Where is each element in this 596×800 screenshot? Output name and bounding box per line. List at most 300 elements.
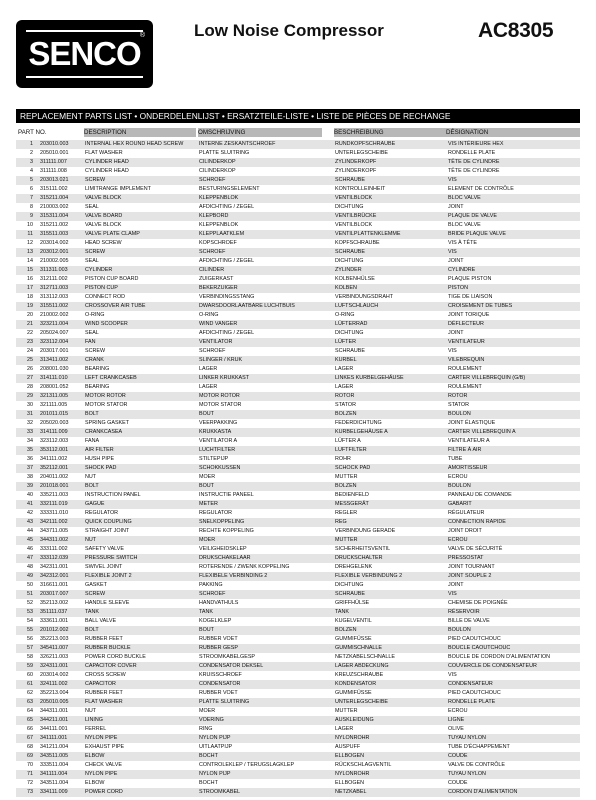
table-row <box>16 194 580 203</box>
beschreibung-cell: BEDIENFELD <box>335 492 369 498</box>
omschrijving-cell: SNELKOPPELING <box>197 518 333 527</box>
part-number-cell: 201011.015 <box>38 410 83 419</box>
part-number-cell: 333111.002 <box>40 546 68 552</box>
item-number-cell: 59 <box>16 662 38 671</box>
item-number-cell: 48 <box>27 564 33 570</box>
item-number-cell: 36 <box>27 456 33 462</box>
table-row <box>16 203 580 212</box>
designation-cell: JOINT TOURNANT <box>448 564 495 570</box>
table-row <box>16 743 580 752</box>
beschreibung-cell: ZYLINDER <box>333 266 446 275</box>
beschreibung-cell: SCHRAUBE <box>333 248 446 257</box>
part-number-cell: 313112.003 <box>40 294 69 300</box>
omschrijving-cell: FLEXIBELE VERBINDING 2 <box>197 572 333 581</box>
description-cell: SCREW <box>83 176 197 185</box>
part-number-cell: 344311.002 <box>38 536 83 545</box>
description-cell: SWIVEL JOINT <box>85 564 123 570</box>
description-cell: SEAL <box>85 204 99 210</box>
table-row <box>16 716 580 725</box>
designation-cell: JOINT <box>448 582 464 588</box>
designation-cell: RONDELLE PLATE <box>446 698 580 707</box>
beschreibung-cell: AUSPUFF <box>335 744 361 750</box>
description-cell: FLAT WASHER <box>83 698 197 707</box>
table-row <box>16 617 580 626</box>
beschreibung-cell: SCHRAUBE <box>333 176 446 185</box>
designation-cell: GABARIT <box>446 500 580 509</box>
item-number-cell: 13 <box>16 248 38 257</box>
item-number-cell: 38 <box>27 474 33 480</box>
designation-cell: JOINT TORIQUE <box>448 312 490 318</box>
beschreibung-cell: LAGER <box>335 384 354 390</box>
beschreibung-cell: KOLBENHÜLSE <box>335 276 375 282</box>
beschreibung-cell: UNTERLEGSCHEIBE <box>333 698 446 707</box>
designation-cell: ELEMENT DE CONTRÔLE <box>448 186 514 192</box>
omschrijving-cell: SCHROEF <box>197 590 333 599</box>
table-row <box>16 140 580 149</box>
item-number-cell: 1 <box>16 140 38 149</box>
designation-cell: VIS <box>446 248 580 257</box>
table-row <box>16 680 580 689</box>
omschrijving-cell: CONDENSATOR DEKSEL <box>197 662 333 671</box>
description-cell: QUICK COUPLING <box>83 518 197 527</box>
item-number-cell: 8 <box>30 204 33 210</box>
table-row <box>16 320 580 329</box>
item-number-cell: 23 <box>16 338 38 347</box>
table-row <box>16 536 580 545</box>
item-number-cell: 10 <box>27 222 33 228</box>
beschreibung-cell: RÜCKSCHLAGVENTIL <box>335 762 392 768</box>
product-title: Low Noise Compressor <box>194 21 384 40</box>
table-row <box>16 338 580 347</box>
part-number-cell: 208001.052 <box>40 384 69 390</box>
item-number-cell: 34 <box>27 438 33 444</box>
description-cell: FAN <box>83 338 197 347</box>
omschrijving-cell: CONDENSATOR <box>197 680 333 689</box>
table-row <box>16 392 580 401</box>
item-number-cell: 56 <box>27 636 33 642</box>
omschrijving-cell: CONTROLEKLEP / TERUGSLAGKLEP <box>199 762 295 768</box>
part-number-cell: 203012.001 <box>38 248 83 257</box>
table-row <box>16 428 580 437</box>
beschreibung-cell: DREHGELENK <box>335 564 373 570</box>
omschrijving-cell: PLATTE SLUITRING <box>197 698 333 707</box>
item-number-cell: 19 <box>16 302 38 311</box>
table-row <box>16 257 580 266</box>
designation-cell: VILEBREQUIN <box>446 356 580 365</box>
table-row <box>16 158 580 167</box>
part-number-cell: 205020.003 <box>40 420 69 426</box>
table-row <box>16 419 580 428</box>
designation-cell: BRIDE PLAQUE VALVE <box>446 230 580 239</box>
beschreibung-cell: MUTTER <box>335 474 358 480</box>
designation-cell: PLAQUE PISTON <box>448 276 492 282</box>
omschrijving-cell: RING <box>199 726 213 732</box>
beschreibung-cell: LAGER ABDECKUNG <box>333 662 446 671</box>
beschreibung-cell: KURBELGEHÄUSE A <box>333 428 446 437</box>
omschrijving-cell: HANDVATHULS <box>199 600 239 606</box>
part-number-cell: 321311.005 <box>38 392 83 401</box>
item-number-cell: 46 <box>27 546 33 552</box>
description-cell: NYLON PIPE <box>83 734 197 743</box>
description-cell: NYLON PIPE <box>83 770 197 779</box>
omschrijving-cell: BOCHT <box>199 780 218 786</box>
omschrijving-cell: INSTRUCTIE PANEEL <box>199 492 254 498</box>
designation-cell: BOULON <box>446 626 580 635</box>
designation-cell: TUBE D'ÉCHAPPEMENT <box>448 744 510 750</box>
table-row <box>16 545 580 554</box>
omschrijving-cell: BEKERZUIGER <box>197 284 333 293</box>
item-number-cell: 2 <box>30 150 33 156</box>
designation-cell: TÊTE DE CYLINDRE <box>448 168 500 174</box>
beschreibung-cell: LÜFTERRAD <box>333 320 446 329</box>
item-number-cell: 68 <box>27 744 33 750</box>
item-number-cell: 17 <box>16 284 38 293</box>
designation-cell: CORDON D'ALIMENTATION <box>446 788 580 797</box>
header-part-no: PART NO. <box>18 129 47 136</box>
description-cell: CRANK <box>83 356 197 365</box>
beschreibung-cell: GUMMIFÜSSE <box>335 636 372 642</box>
beschreibung-cell: DICHTUNG <box>335 258 364 264</box>
description-cell: TANK <box>83 608 197 617</box>
item-number-cell: 45 <box>16 536 38 545</box>
description-cell: O-RING <box>85 312 105 318</box>
table-row <box>16 383 580 392</box>
part-number-cell: 315211.002 <box>40 222 69 228</box>
item-number-cell: 30 <box>27 402 33 408</box>
designation-cell: BOULON <box>446 482 580 491</box>
table-row <box>16 311 580 320</box>
designation-cell: COUDE <box>448 780 468 786</box>
designation-cell: VIS À TÊTE <box>448 240 477 246</box>
omschrijving-cell: CILINDERKOP <box>197 158 333 167</box>
beschreibung-cell: SCHRAUBE <box>335 348 365 354</box>
description-cell: CRANKCASEA <box>83 428 197 437</box>
omschrijving-cell: DWARSDOORLAATBARE LUCHTBUIS <box>197 302 333 311</box>
designation-cell: RÉSERVOIR <box>446 608 580 617</box>
description-cell: HEAD SCREW <box>85 240 122 246</box>
table-row <box>16 554 580 563</box>
beschreibung-cell: ZYLINDERKOPF <box>333 158 446 167</box>
beschreibung-cell: SICHERHEITSVENTIL <box>335 546 391 552</box>
beschreibung-cell: KONTROLLEINHEIT <box>335 186 386 192</box>
part-number-cell: 311111.008 <box>40 168 67 174</box>
beschreibung-cell: LAGER <box>335 726 354 732</box>
designation-cell: BILLE DE VALVE <box>448 618 490 624</box>
beschreibung-cell: SCHRAUBE <box>333 590 446 599</box>
part-number-cell: 352113.002 <box>40 600 69 606</box>
table-row <box>16 401 580 410</box>
table-row <box>16 185 580 194</box>
table-row <box>16 374 580 383</box>
description-cell: CROSSOVER AIR TUBE <box>83 302 197 311</box>
description-cell: CAPACITOR <box>83 680 197 689</box>
designation-cell: BLOC VALVE <box>446 194 580 203</box>
table-row <box>16 698 580 707</box>
omschrijving-cell: STILTEPIJP <box>199 456 229 462</box>
designation-cell: PIED CAOUTCHOUC <box>448 636 501 642</box>
omschrijving-cell: SLINGER / KRUK <box>197 356 333 365</box>
table-row <box>16 221 580 230</box>
beschreibung-cell: MUTTER <box>333 536 446 545</box>
logo-top-rule <box>26 30 143 32</box>
description-cell: ELBOW <box>83 752 197 761</box>
beschreibung-cell: RUNDKOPFSCHRAUBE <box>333 140 446 149</box>
omschrijving-cell: AFDICHTING / ZEGEL <box>199 258 255 264</box>
item-number-cell: 55 <box>16 626 38 635</box>
omschrijving-cell: NYLON PIJP <box>197 770 333 779</box>
omschrijving-cell: SCHROEF <box>197 176 333 185</box>
description-cell: CYLINDER <box>83 266 197 275</box>
description-cell: FANA <box>85 438 100 444</box>
beschreibung-cell: VENTILBLOCK <box>335 222 373 228</box>
beschreibung-cell: NYLONROHR <box>333 734 446 743</box>
item-number-cell: 52 <box>27 600 33 606</box>
beschreibung-cell: VENTILBRÜCKE <box>333 212 446 221</box>
part-number-cell: 345411.007 <box>38 644 83 653</box>
designation-cell: LIGNE <box>446 716 580 725</box>
beschreibung-cell: VERBINDUNG GERADE <box>335 528 396 534</box>
item-number-cell: 16 <box>27 276 33 282</box>
beschreibung-cell: TANK <box>333 608 446 617</box>
item-number-cell: 20 <box>27 312 33 318</box>
table-row <box>16 770 580 779</box>
designation-cell: PISTON <box>446 284 580 293</box>
part-number-cell: 341211.004 <box>40 744 69 750</box>
table-row <box>16 356 580 365</box>
header-omschrijving: OMSCHRIJVING <box>198 128 322 137</box>
part-number-cell: 324311.001 <box>38 662 83 671</box>
beschreibung-cell: DICHTUNG <box>335 330 364 336</box>
description-cell: CYLINDER HEAD <box>83 158 197 167</box>
part-number-cell: 343711.005 <box>40 528 69 534</box>
part-number-cell: 210002.005 <box>40 258 69 264</box>
description-cell: BOLT <box>83 482 197 491</box>
beschreibung-cell: VENTILPLATTENKLEMME <box>333 230 446 239</box>
beschreibung-cell: NYLONROHR <box>333 770 446 779</box>
header-designation: DÉSIGNATION <box>446 128 580 137</box>
description-cell: BOLT <box>83 410 197 419</box>
omschrijving-cell: WIND VANGER <box>197 320 333 329</box>
designation-cell: CROISEMENT DE TUBES <box>446 302 580 311</box>
part-number-cell: 332111.019 <box>38 500 83 509</box>
designation-cell: JOINT ÉLASTIQUE <box>448 420 496 426</box>
description-cell: RUBBER FEET <box>85 690 123 696</box>
table-row <box>16 266 580 275</box>
item-number-cell: 3 <box>16 158 38 167</box>
description-cell: RUBBER FEET <box>85 636 123 642</box>
parts-table <box>16 140 580 797</box>
designation-cell: TUYAU NYLON <box>446 770 580 779</box>
part-number-cell: 323112.003 <box>40 438 69 444</box>
omschrijving-cell: SCHROEF <box>199 348 226 354</box>
description-cell: STRAIGHT JOINT <box>85 528 130 534</box>
designation-cell: BOULON <box>446 410 580 419</box>
beschreibung-cell: NETZKABEL <box>333 788 446 797</box>
omschrijving-cell: NYLON PIJP <box>197 734 333 743</box>
table-row <box>16 671 580 680</box>
omschrijving-cell: VOERING <box>197 716 333 725</box>
description-cell: EXHAUST PIPE <box>85 744 125 750</box>
table-row <box>16 653 580 662</box>
beschreibung-cell: LINKES KURBELGEHÄUSE <box>333 374 446 383</box>
designation-cell: ROULEMENT <box>448 366 482 372</box>
description-cell: PRESSURE SWITCH <box>83 554 197 563</box>
omschrijving-cell: STROOMKABEL <box>197 788 333 797</box>
part-number-cell: 203013.021 <box>38 176 83 185</box>
omschrijving-cell: MOER <box>199 708 216 714</box>
beschreibung-cell: KOLBEN <box>333 284 446 293</box>
item-number-cell: 60 <box>27 672 33 678</box>
table-row <box>16 599 580 608</box>
description-cell: VALVE BLOCK <box>85 222 122 228</box>
table-row <box>16 707 580 716</box>
description-cell: GASKET <box>85 582 107 588</box>
header-description: DESCRIPTION <box>84 128 196 137</box>
item-number-cell: 47 <box>16 554 38 563</box>
description-cell: NUT <box>85 474 97 480</box>
beschreibung-cell: DICHTUNG <box>335 582 364 588</box>
part-number-cell: 352112.001 <box>38 464 83 473</box>
omschrijving-cell: KRUISSCHROEF <box>199 672 242 678</box>
beschreibung-cell: MUTTER <box>335 708 358 714</box>
description-cell: MOTOR ROTOR <box>83 392 197 401</box>
table-row <box>16 500 580 509</box>
designation-cell: TÊTE DE CYLINDRE <box>446 158 580 167</box>
description-cell: CONNECT ROD <box>85 294 126 300</box>
part-number-cell: 205010.001 <box>40 150 69 156</box>
omschrijving-cell: KLEPPLAATKLEM <box>197 230 333 239</box>
designation-cell: PLAQUE DE VALVE <box>446 212 580 221</box>
designation-cell: COUDE <box>446 752 580 761</box>
beschreibung-cell: GUMMISCHNALLE <box>333 644 446 653</box>
item-number-cell: 51 <box>16 590 38 599</box>
beschreibung-cell: STATOR <box>335 402 356 408</box>
part-number-cell: 210002.002 <box>40 312 69 318</box>
designation-cell: ROTOR <box>446 392 580 401</box>
designation-cell: PIED CAOUTCHOUC <box>448 690 501 696</box>
part-number-cell: 312711.003 <box>38 284 83 293</box>
part-number-cell: 201018.001 <box>38 482 83 491</box>
item-number-cell: 57 <box>16 644 38 653</box>
description-cell: INTERNAL HEX ROUND HEAD SCREW <box>83 140 197 149</box>
omschrijving-cell: RUBBER VOET <box>199 690 238 696</box>
description-cell: VALVE BLOCK <box>83 194 197 203</box>
table-row <box>16 302 580 311</box>
beschreibung-cell: ROHR <box>335 456 351 462</box>
omschrijving-cell: SCHROEF <box>197 248 333 257</box>
omschrijving-cell: INTERNE ZESKANTSCHROEF <box>197 140 333 149</box>
item-number-cell: 50 <box>27 582 33 588</box>
designation-cell: VIS INTÉRIEURE HEX <box>446 140 580 149</box>
table-row <box>16 635 580 644</box>
beschreibung-cell: KOPFSCHRAUBE <box>335 240 380 246</box>
part-number-cell: 334111.009 <box>38 788 83 797</box>
table-row <box>16 581 580 590</box>
table-row <box>16 725 580 734</box>
description-cell: BEARING <box>85 384 110 390</box>
part-number-cell: 341111.001 <box>38 734 83 743</box>
designation-cell: TUYAU NYLON <box>446 734 580 743</box>
part-number-cell: 315111.002 <box>40 186 68 192</box>
part-number-cell: 343511.005 <box>38 752 83 761</box>
beschreibung-cell: DICHTUNG <box>335 204 364 210</box>
designation-cell: CHEMISE DE POIGNÉE <box>448 600 508 606</box>
part-number-cell: 351111.037 <box>38 608 83 617</box>
description-cell: CROSS SCREW <box>85 672 126 678</box>
beschreibung-cell: BOLZEN <box>333 482 446 491</box>
beschreibung-cell: BOLZEN <box>333 626 446 635</box>
description-cell: INSTRUCTION PANEL <box>85 492 141 498</box>
description-cell: PISTON CUP BOARD <box>85 276 139 282</box>
designation-cell: PANNEAU DE COMANDE <box>448 492 512 498</box>
part-number-cell: 203010.003 <box>38 140 83 149</box>
beschreibung-cell: GUMMIFÜSSE <box>335 690 372 696</box>
omschrijving-cell: DRUKSCHAKELAAR <box>197 554 333 563</box>
omschrijving-cell: PAKKING <box>199 582 223 588</box>
part-number-cell: 311311.003 <box>38 266 83 275</box>
part-number-cell: 352213.004 <box>40 690 69 696</box>
omschrijving-cell: PLATTE SLUITRING <box>199 150 250 156</box>
item-number-cell: 41 <box>16 500 38 509</box>
part-number-cell: 201012.002 <box>38 626 83 635</box>
beschreibung-cell: KREUZSCHRAUBE <box>335 672 384 678</box>
part-number-cell: 323211.004 <box>38 320 83 329</box>
omschrijving-cell: VENTILATOR <box>197 338 333 347</box>
omschrijving-cell: ZUIGERKAST <box>199 276 234 282</box>
table-row <box>16 572 580 581</box>
item-number-cell: 61 <box>16 680 38 689</box>
description-cell: RUBBER BUCKLE <box>83 644 197 653</box>
designation-cell: VIS <box>448 672 457 678</box>
item-number-cell: 40 <box>27 492 33 498</box>
omschrijving-cell: AFDICHTING / ZEGEL <box>199 204 255 210</box>
table-row <box>16 230 580 239</box>
description-cell: GAGUE <box>83 500 197 509</box>
omschrijving-cell: MOER <box>199 474 216 480</box>
item-number-cell: 35 <box>16 446 38 455</box>
item-number-cell: 21 <box>16 320 38 329</box>
item-number-cell: 65 <box>16 716 38 725</box>
table-row <box>16 491 580 500</box>
omschrijving-cell: VEERPAKKING <box>199 420 238 426</box>
table-row <box>16 464 580 473</box>
part-number-cell: 312111.002 <box>40 276 68 282</box>
designation-cell: BOUCLE DE CORDON D'ALIMENTATION <box>448 654 551 660</box>
designation-cell: JOINT DROIT <box>448 528 482 534</box>
part-number-cell: 204011.002 <box>40 474 69 480</box>
logo-bottom-rule <box>26 76 143 78</box>
description-cell: SPRING GASKET <box>85 420 130 426</box>
table-row <box>16 455 580 464</box>
designation-cell: VALVE DE CONTRÔLE <box>448 762 506 768</box>
item-number-cell: 25 <box>16 356 38 365</box>
omschrijving-cell: KRUKKASTA <box>197 428 333 437</box>
omschrijving-cell: CILINDER <box>197 266 333 275</box>
part-number-cell: 311111.007 <box>38 158 83 167</box>
omschrijving-cell: BOUT <box>197 410 333 419</box>
omschrijving-cell: ROTERENDE / ZWENK KOPPELING <box>199 564 290 570</box>
omschrijving-cell: VENTILATOR A <box>199 438 238 444</box>
table-row <box>16 608 580 617</box>
designation-cell: VENTILATEUR A <box>448 438 490 444</box>
part-number-cell: 208001.030 <box>40 366 69 372</box>
table-row <box>16 644 580 653</box>
omschrijving-cell: LAGER <box>199 366 218 372</box>
omschrijving-cell: MOTOR ROTOR <box>197 392 333 401</box>
item-number-cell: 12 <box>27 240 33 246</box>
item-number-cell: 6 <box>30 186 33 192</box>
designation-cell: BLOC VALVE <box>448 222 481 228</box>
